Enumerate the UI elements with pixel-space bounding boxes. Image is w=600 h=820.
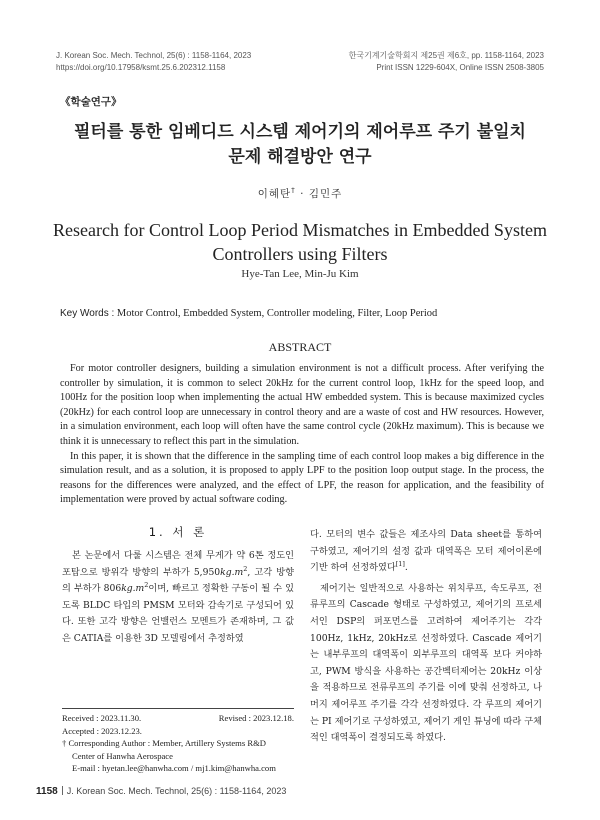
abstract-paragraph-2: In this paper, it is shown that the difference in the sampling time of each control loop makes a big difference in the simulation result, and as a solution, it is proposed to apply LPF to the position loop output stage. In the process, the reasons for the differences were analyzed, and the effect of LPF, the reason for application, and the feasibility of implementation were proved by actual software coding.	[60, 450, 544, 506]
superscript-2b: 2	[144, 581, 149, 590]
author-ko-second: · 김민주	[295, 188, 343, 200]
unit-kgm-1: kg.m	[220, 566, 244, 578]
title-korean	[0, 120, 600, 170]
issn-line: Print ISSN 1229-604X, Online ISSN 2508-3805	[376, 63, 544, 72]
intro-text-b: , 고각 방향의 부하가 806	[62, 566, 294, 595]
continued-paragraph	[310, 527, 542, 577]
controller-paragraph: 제어기는 일반적으로 사용하는 위치루프, 속도루프, 전류루프의 Cascade 형태로 구성하였고, 제어기의 프로세서인 DSP의 퍼포먼스를 고려하여 제어주기는 각각 100Hz, 1kHz, 20kHz로 선정하였다. Cascade 제어기는 내부루프의 대역폭이 외부루프의 대역폭 보다 커야하고, PWM 방식을 사용하는 공간벡터제어는 20kHz 이상을 적용하므로 전류루프의 주기를 이에 맞춰 선정하고, 나머지 제어루프 주기를 각각 선정하였다. 각 루프의 제어기는 PI 제어기로 구성하였고, 제어기 게인 튜닝에 따라 구체적인 대역폭이 결정되도록 하였다.	[310, 582, 542, 744]
footnote	[62, 712, 294, 775]
corresponding-author: † Corresponding Author : Member, Artillery Systems R&D	[62, 738, 266, 748]
page-number: 1158	[36, 786, 58, 797]
author-ko-first: 이혜탄	[257, 188, 292, 200]
corresponding-affiliation: Center of Hanwha Aerospace	[72, 750, 173, 761]
section-tag: 《학술연구》	[60, 96, 122, 108]
journal-volume-ko: 한국기계기술학회지 제25권 제6호, pp. 1158-1164, 2023	[348, 51, 544, 60]
journal-citation: J. Korean Soc. Mech. Technol, 25(6) : 1158-1164, 2023	[56, 51, 252, 60]
keywords-list: Motor Control, Embedded System, Controller modeling, Filter, Loop Period	[114, 308, 438, 319]
corresponding-mark: †	[291, 185, 296, 195]
author-emails[interactable]: E-mail : hyetan.lee@hanwha.com / mj1.kim@hanwha.com	[72, 763, 276, 773]
section-heading-wrap	[62, 524, 294, 546]
section-1-heading: 1. 서 론	[148, 525, 208, 539]
running-header-left	[56, 50, 251, 74]
intro-text-a: 본 논문에서 다룰 시스템은 전체 무게가 약 6톤 정도인 포탑으로 방위각 방향의 부하가 5,950	[62, 550, 294, 578]
keywords-label: Key Words :	[60, 308, 115, 319]
continued-end: .	[404, 562, 408, 574]
keywords	[60, 308, 540, 319]
doi-link[interactable]: https://doi.org/10.17958/ksmt.25.6.202312.1158	[56, 63, 226, 72]
body-column-left	[62, 548, 294, 648]
title-korean-line1: 필터를 통한 임베디드 시스템 제어기의 제어루프 주기 불일치	[74, 122, 526, 142]
abstract-heading: ABSTRACT	[268, 340, 332, 354]
intro-text-c: 이며, 빠르고 정확한 구동이 될 수 있도록 BLDC 타입의 PMSM 모터와 감속기로 구성되어 있다. 또한 고각 방향은 언밸런스 모멘트가 존재하며, 그 값은 CATIA를 이용한 3D 모델링에서 추정하였	[62, 583, 294, 644]
superscript-2a: 2	[243, 564, 248, 573]
continued-text: 다. 모터의 변수 값들은 제조사의 Data sheet를 통하여 구하였고, 제어기의 설정 값과 대역폭은 모터 제어이론에 기반 하여 선정하였다	[310, 529, 542, 574]
footnote-dates	[62, 712, 294, 725]
abstract-body	[60, 362, 544, 508]
abstract-paragraph-1: For motor controller designers, building a simulation environment is not a difficult process. After verifying the controller by simulation, it is common to select 20kHz for the current control loop, 1kHz for the speed loop, and 100Hz for the position loop when implementing the actual HW embedded system. This is because maximized cycles (20kHz) for each control loop are unnecessary in control theory and are a waste of cost and HW resources. However, in a simulation environment, each loop will often have the same control cycle (20kHz maximum). This is because we think it is unnecessary to reflect this part in the simulation.	[60, 363, 544, 447]
running-header-right	[349, 50, 544, 74]
citation-ref-1[interactable]: [1]	[395, 560, 405, 569]
title-english	[0, 218, 600, 266]
footer-journal: J. Korean Soc. Mech. Technol, 25(6) : 1158-1164, 2023	[66, 786, 287, 796]
footnote-rule	[62, 708, 294, 709]
title-english-line1: Research for Control Loop Period Mismatches in Embedded System	[53, 220, 547, 240]
title-korean-line2: 문제 해결방안 연구	[228, 147, 372, 167]
footer-divider	[62, 786, 63, 795]
intro-paragraph	[62, 548, 294, 648]
revised-date: Revised : 2023.12.18.	[218, 713, 294, 723]
authors-english: Hye-Tan Lee, Min-Ju Kim	[241, 268, 359, 280]
body-column-right	[310, 527, 542, 747]
received-date: Received : 2023.11.30.	[62, 713, 142, 723]
unit-kgm-2: kg.m	[121, 583, 145, 595]
page-footer	[36, 786, 286, 797]
authors-korean	[0, 186, 600, 201]
title-english-line2: Controllers using Filters	[212, 244, 388, 264]
accepted-date: Accepted : 2023.12.23.	[62, 725, 142, 736]
